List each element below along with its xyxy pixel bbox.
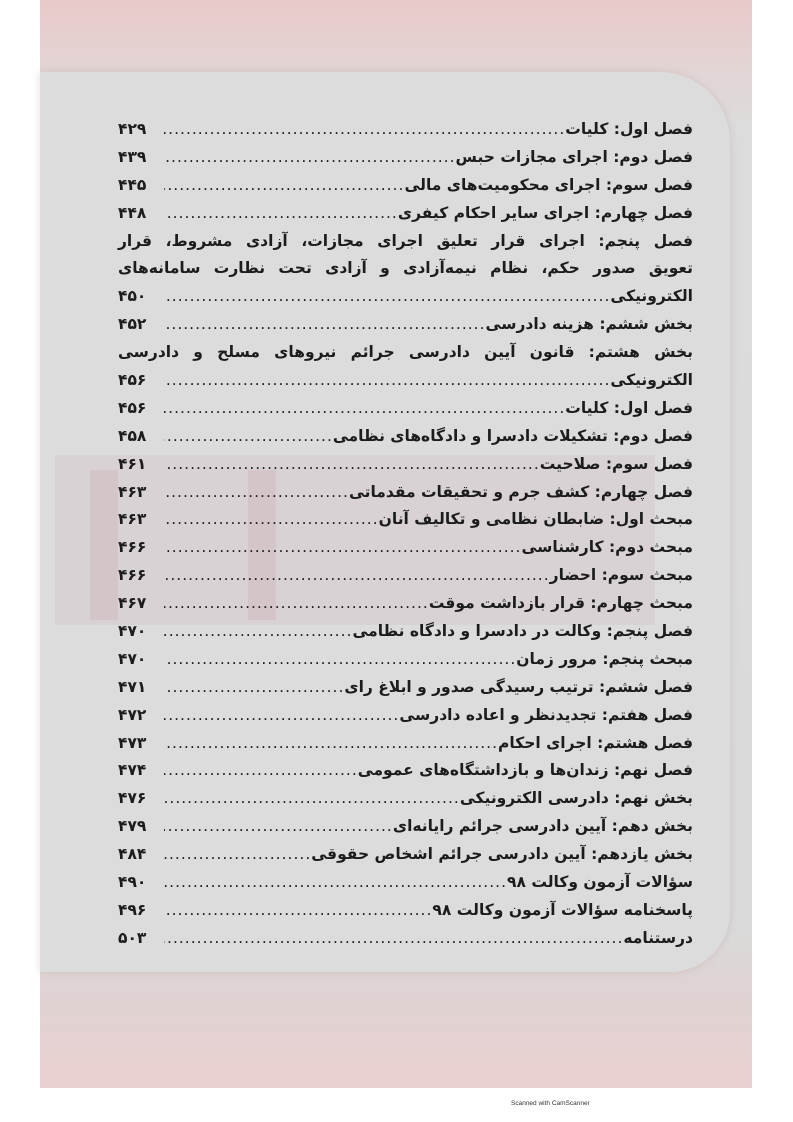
toc-page-number: ۴۵۶ bbox=[118, 398, 147, 417]
toc-row bbox=[118, 395, 693, 423]
dot-leader bbox=[164, 506, 379, 534]
toc-page-number: ۴۶۶ bbox=[118, 538, 147, 557]
toc-entry bbox=[118, 144, 693, 172]
toc-title: بخش دهم: آیین دادرسی جرائم رایانه‌ای bbox=[392, 817, 693, 836]
toc-page-number: ۴۵۸ bbox=[118, 426, 147, 445]
dot-leader bbox=[164, 897, 432, 925]
toc-title: فصل اول: کلیات bbox=[565, 120, 693, 138]
dot-leader bbox=[164, 674, 344, 702]
toc-row bbox=[118, 172, 693, 200]
toc-page-number: ۴۷۰ bbox=[118, 622, 147, 641]
toc-entry bbox=[118, 479, 693, 507]
toc-row bbox=[118, 506, 693, 534]
toc-row bbox=[118, 757, 693, 785]
toc-page-number: ۴۷۳ bbox=[118, 733, 147, 752]
dot-leader bbox=[164, 479, 349, 507]
toc-title: الکترونیکی bbox=[610, 287, 693, 306]
toc-title: درستنامه bbox=[623, 928, 693, 947]
toc-entry bbox=[118, 172, 693, 200]
toc-page-number: ۴۷۴ bbox=[118, 761, 147, 780]
toc-row bbox=[118, 646, 693, 674]
toc-row bbox=[118, 534, 693, 562]
toc-row bbox=[118, 618, 693, 646]
toc-page-number: ۴۶۱ bbox=[118, 454, 147, 473]
dot-leader bbox=[164, 534, 521, 562]
dot-leader bbox=[164, 144, 456, 172]
table-of-contents bbox=[118, 116, 693, 953]
dot-leader bbox=[164, 283, 610, 311]
dot-leader bbox=[164, 172, 404, 200]
dot-leader bbox=[164, 702, 399, 730]
toc-row bbox=[118, 841, 693, 869]
toc-entry bbox=[118, 451, 693, 479]
dot-leader bbox=[164, 311, 486, 339]
toc-title: بخش ششم: هزینه دادرسی bbox=[485, 315, 693, 334]
toc-entry-line: تعویق صدور حکم، نظام نیمه‌آزادی و آزادی تحت نظارت سامانه‌های bbox=[118, 259, 693, 278]
toc-title: فصل سوم: صلاحیت bbox=[539, 454, 693, 473]
toc-page-number: ۴۷۱ bbox=[118, 677, 147, 696]
toc-entry bbox=[118, 730, 693, 758]
toc-entry bbox=[118, 506, 693, 534]
dot-leader bbox=[164, 367, 610, 395]
toc-row bbox=[118, 730, 693, 758]
toc-row bbox=[118, 367, 693, 395]
toc-row bbox=[118, 423, 693, 451]
toc-entry bbox=[118, 200, 693, 228]
dot-leader bbox=[164, 646, 516, 674]
toc-row bbox=[118, 283, 693, 311]
toc-title: مبحث اول: ضابطان نظامی و تکالیف آنان bbox=[378, 510, 693, 529]
toc-row bbox=[118, 785, 693, 813]
dot-leader bbox=[164, 869, 507, 897]
toc-row bbox=[118, 562, 693, 590]
toc-entry bbox=[118, 339, 693, 395]
dot-leader bbox=[164, 200, 398, 228]
toc-row bbox=[118, 144, 693, 172]
toc-title: فصل سوم: اجرای محکومیت‌های مالی bbox=[404, 175, 693, 194]
toc-entry bbox=[118, 311, 693, 339]
toc-page-number: ۴۶۷ bbox=[118, 594, 147, 613]
toc-page-number: ۴۳۹ bbox=[118, 147, 147, 166]
dot-leader bbox=[164, 813, 393, 841]
toc-page-number: ۴۴۸ bbox=[118, 203, 147, 222]
toc-entry bbox=[118, 646, 693, 674]
toc-entry bbox=[118, 228, 693, 312]
toc-title: فصل هفتم: تجدیدنظر و اعاده دادرسی bbox=[399, 705, 693, 724]
toc-page-number: ۴۷۰ bbox=[118, 649, 147, 668]
toc-entry-line: فصل پنجم: اجرای قرار تعلیق اجرای مجازات، آزادی مشروط، قرار bbox=[118, 231, 693, 250]
toc-row bbox=[118, 674, 693, 702]
toc-entry bbox=[118, 534, 693, 562]
toc-page-number: ۴۷۹ bbox=[118, 817, 147, 836]
toc-title: فصل اول: کلیات bbox=[565, 398, 693, 417]
toc-row bbox=[118, 590, 693, 618]
toc-entry bbox=[118, 590, 693, 618]
toc-page-number: ۴۷۲ bbox=[118, 705, 147, 724]
toc-entry bbox=[118, 897, 693, 925]
toc-row bbox=[118, 451, 693, 479]
toc-page-number: ۴۶۳ bbox=[118, 510, 147, 529]
toc-page-number: ۴۵۲ bbox=[118, 315, 147, 334]
toc-title: بخش یازدهم: آیین دادرسی جرائم اشخاص حقوقی bbox=[311, 845, 693, 864]
toc-page-number: ۴۶۶ bbox=[118, 566, 147, 585]
toc-entry bbox=[118, 757, 693, 785]
dot-leader bbox=[164, 562, 550, 590]
dot-leader bbox=[164, 785, 460, 813]
toc-page-number: ۴۹۰ bbox=[118, 873, 147, 892]
toc-title: فصل چهارم: اجرای سایر احکام کیفری bbox=[397, 203, 693, 222]
dot-leader bbox=[164, 395, 565, 423]
toc-page-number: ۴۹۶ bbox=[118, 900, 147, 919]
toc-entry-line: بخش هشتم: قانون آیین دادرسی جرائم نیروهای مسلح و دادرسی bbox=[118, 343, 693, 362]
toc-row bbox=[118, 897, 693, 925]
toc-title: فصل دوم: تشکیلات دادسرا و دادگاه‌های نظامی bbox=[332, 426, 693, 445]
toc-title: مبحث دوم: کارشناسی bbox=[521, 538, 693, 557]
toc-page-number: ۴۴۵ bbox=[118, 175, 147, 194]
toc-title: سؤالات آزمون وکالت ۹۸ bbox=[507, 873, 693, 892]
toc-title: فصل پنجم: وکالت در دادسرا و دادگاه نظامی bbox=[352, 622, 693, 641]
toc-title: مبحث چهارم: قرار بازداشت موقت bbox=[428, 594, 693, 613]
dot-leader bbox=[164, 451, 540, 479]
toc-entry bbox=[118, 869, 693, 897]
toc-entry bbox=[118, 423, 693, 451]
camscanner-footer: Scanned with CamScanner bbox=[511, 1100, 590, 1107]
toc-title: بخش نهم: دادرسی الکترونیکی bbox=[459, 789, 693, 808]
toc-title: الکترونیکی bbox=[610, 371, 693, 390]
toc-entry bbox=[118, 562, 693, 590]
toc-row bbox=[118, 813, 693, 841]
dot-leader bbox=[164, 925, 623, 953]
dot-leader bbox=[164, 116, 565, 144]
dot-leader bbox=[164, 423, 333, 451]
toc-page-number: ۵۰۳ bbox=[118, 928, 147, 947]
toc-entry bbox=[118, 702, 693, 730]
toc-entry bbox=[118, 618, 693, 646]
toc-entry bbox=[118, 116, 693, 144]
dot-leader bbox=[164, 618, 352, 646]
toc-row bbox=[118, 311, 693, 339]
toc-page-number: ۴۷۶ bbox=[118, 789, 147, 808]
toc-row bbox=[118, 200, 693, 228]
toc-entry bbox=[118, 841, 693, 869]
dot-leader bbox=[164, 590, 429, 618]
toc-row bbox=[118, 479, 693, 507]
toc-row bbox=[118, 702, 693, 730]
toc-entry bbox=[118, 395, 693, 423]
dot-leader bbox=[164, 730, 498, 758]
toc-title: مبحث سوم: احضار bbox=[549, 566, 693, 585]
toc-entry bbox=[118, 925, 693, 953]
toc-entry bbox=[118, 785, 693, 813]
toc-title: فصل چهارم: کشف جرم و تحقیقات مقدماتی bbox=[348, 482, 693, 501]
toc-page-number: ۴۶۳ bbox=[118, 482, 147, 501]
toc-title: فصل دوم: اجرای مجازات حبس bbox=[455, 147, 693, 166]
toc-page-number: ۴۵۶ bbox=[118, 371, 147, 390]
toc-title: مبحث پنجم: مرور زمان bbox=[516, 649, 693, 668]
toc-row bbox=[118, 116, 693, 144]
toc-title: پاسخنامه سؤالات آزمون وکالت ۹۸ bbox=[432, 900, 693, 919]
toc-row bbox=[118, 869, 693, 897]
toc-page-number: ۴۵۰ bbox=[118, 287, 147, 306]
toc-title: فصل نهم: زندان‌ها و بازداشتگاه‌های عمومی bbox=[357, 761, 693, 780]
toc-entry bbox=[118, 674, 693, 702]
toc-title: فصل هشتم: اجرای احکام bbox=[498, 733, 693, 752]
dot-leader bbox=[164, 757, 358, 785]
toc-title: فصل ششم: ترتیب رسیدگی صدور و ابلاغ رای bbox=[344, 677, 693, 696]
toc-row bbox=[118, 925, 693, 953]
toc-page-number: ۴۲۹ bbox=[118, 120, 147, 138]
toc-page-number: ۴۸۴ bbox=[118, 845, 147, 864]
dot-leader bbox=[164, 841, 311, 869]
toc-entry bbox=[118, 813, 693, 841]
